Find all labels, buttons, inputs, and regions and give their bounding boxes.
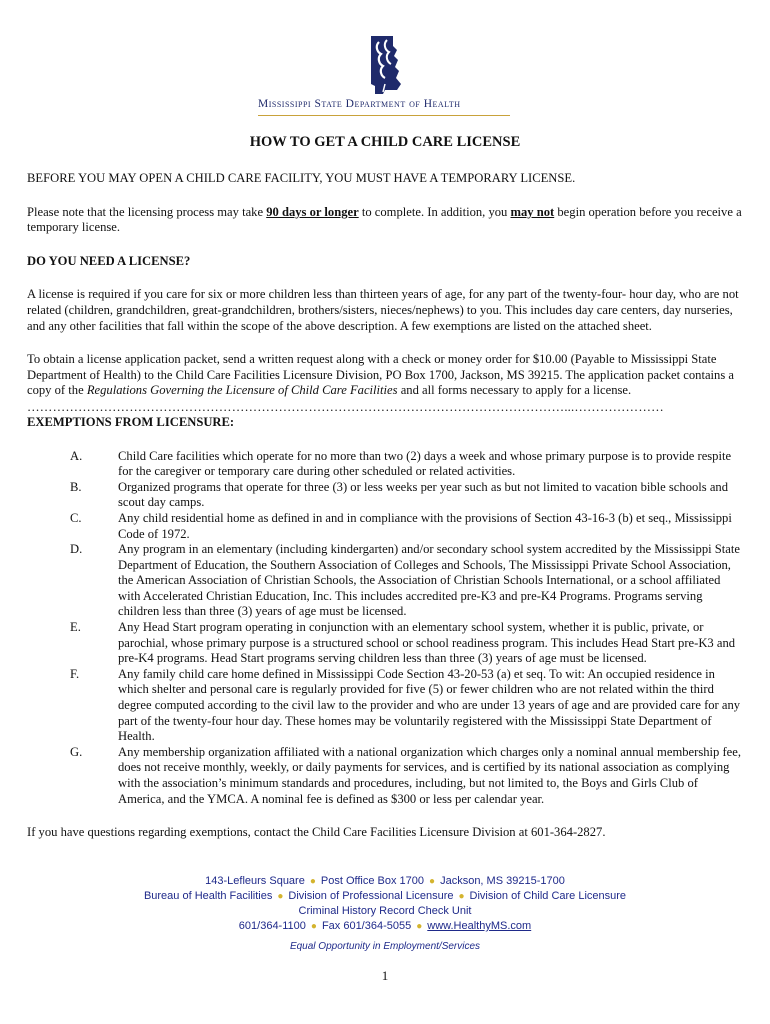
exemption-letter: G. xyxy=(70,744,83,759)
header-divider xyxy=(258,115,510,116)
note-emphasis-may-not: may not xyxy=(510,204,555,219)
footer-fax: Fax 601/364-5055 xyxy=(321,920,412,932)
bullet-dot-icon: ● xyxy=(309,876,316,887)
footer-city: Jackson, MS 39215-1700 xyxy=(440,875,565,887)
obtain-paragraph xyxy=(27,352,743,399)
exemption-item xyxy=(27,542,743,620)
bullet-dot-icon: ● xyxy=(416,921,423,932)
note-text-3: begin operation before you receive a temporary license. xyxy=(27,204,742,235)
exemption-text: Child Care facilities which operate for no more than two (2) days a week and whose primary purpose is to provide respite for the caregiver or temporary care during other scheduled or related activities. xyxy=(118,448,732,479)
page-title: HOW TO GET A CHILD CARE LICENSE xyxy=(249,134,521,150)
footer-division-professional: Division of Professional Licensure xyxy=(288,890,454,902)
need-license-heading: DO YOU NEED A LICENSE? xyxy=(27,253,191,268)
footer-address-line xyxy=(0,874,770,889)
exemption-item xyxy=(27,667,743,745)
exemption-text: Any child residential home as defined in and in compliance with the provisions of Section 43-16-3 (b) et seq., Mississippi Code of 1972. xyxy=(118,510,732,541)
note-emphasis-days: 90 days or longer xyxy=(266,204,359,219)
footer xyxy=(0,874,770,954)
obtain-text-1: To obtain a license application packet, send a written request along with a check or money order for $10.00 (Payable to Mississippi State Department of Health) to the Child Care Facilities Licensure Division, PO Box 1700, Jackson, MS 39215. The application packet contains a copy of the xyxy=(27,352,734,398)
exemption-text: Any program in an elementary (including kindergarten) and/or secondary school system accredited by the Mississippi State Department of Education, the Southern Association of Colleges and Schools, The Mississippi Private School Association, the American Association of Christian Schools, the Association of Christian Schools International, or a school affiliated with Accelerated Christian Education, Inc. This includes accredited pre-K3 and pre-K4 Programs. Programs serving children less than three (3) years of age must be licensed. xyxy=(118,542,740,619)
exemption-item xyxy=(27,620,743,667)
questions-text: If you have questions regarding exemptions, contact the Child Care Facilities Licensure Division at 601-364-2827. xyxy=(27,825,606,840)
department-name: Mississippi State Department of Health xyxy=(258,98,461,110)
footer-division-child-care: Division of Child Care Licensure xyxy=(469,890,627,902)
footer-street: 143-Lefleurs Square xyxy=(205,875,305,887)
page-number: 1 xyxy=(381,968,389,983)
exemption-item xyxy=(27,449,743,480)
note-text-2: to complete. In addition, you xyxy=(358,204,511,219)
exemption-item xyxy=(27,480,743,511)
footer-contact-line xyxy=(0,919,770,934)
exemption-letter: E. xyxy=(70,620,81,635)
exemption-letter: B. xyxy=(70,479,82,494)
exemption-text: Organized programs that operate for three (3) or less weeks per year such as but not limited to vacation bible schools and scout day camps. xyxy=(118,479,729,510)
footer-phone: 601/364-1100 xyxy=(238,920,306,932)
exemption-text: Any Head Start program operating in conjunction with an elementary school system, whether it is public, private, or parochial, whose primary purpose is a structured school or school readiness program. This includes Head Start pre-K3 and pre-K4 programs. Head Start programs serving children less than three (3) years of age must be licensed. xyxy=(118,620,736,666)
exemption-letter: C. xyxy=(70,510,82,525)
exemption-text: Any family child care home defined in Mississippi Code Section 43-20-53 (a) et seq. To wit: An occupied residence in which shelter and personal care is regularly provided for five (5) or fewer children who are not related within the third degree computed according to the civil law to the provider and who are under 13 years of age and are provided care for any part of the twenty-four hour day. These homes may be voluntarily registered with the Mississippi State Department of Health. xyxy=(118,666,741,744)
bullet-dot-icon: ● xyxy=(310,921,317,932)
need-license-text: A license is required if you care for six or more children less than thirteen years of age, for any part of the twenty-four- hour day, who are not related (children, grandchildren, great-grandchildren, brothers/sisters, nieces/nephews) to you. This includes day care centers, day nurseries, and any other facilities that fall within the scope of the above description. A few exemptions are listed on the attached sheet. xyxy=(27,287,739,333)
note-text-1: Please note that the licensing process may take xyxy=(27,204,267,219)
footer-bureau: Bureau of Health Facilities xyxy=(143,890,273,902)
exemptions-heading: EXEMPTIONS FROM LICENSURE: xyxy=(27,414,235,429)
exemption-item xyxy=(27,745,743,807)
equal-opportunity-note: Equal Opportunity in Employment/Services xyxy=(289,941,481,952)
exemption-letter: A. xyxy=(70,448,83,463)
bullet-dot-icon: ● xyxy=(458,891,465,902)
exemption-item xyxy=(27,511,743,542)
bullet-dot-icon: ● xyxy=(429,876,436,887)
footer-po-box: Post Office Box 1700 xyxy=(320,875,425,887)
state-silhouette-profiles-icon xyxy=(363,34,407,96)
logo xyxy=(0,34,770,96)
obtain-text-2: and all forms necessary to apply for a license. xyxy=(397,383,632,398)
dotted-separator: ………………………………………………………………………………………………………………...………………… xyxy=(27,399,664,414)
exemption-letter: D. xyxy=(70,542,83,557)
note-paragraph xyxy=(27,205,743,236)
regulations-title: Regulations Governing the Licensure of Child Care Facilities xyxy=(86,383,398,398)
website-link[interactable]: www.HealthyMS.com xyxy=(427,920,532,932)
document-body xyxy=(27,171,743,841)
bullet-dot-icon: ● xyxy=(277,891,284,902)
exemption-letter: F. xyxy=(70,666,80,681)
intro-text: BEFORE YOU MAY OPEN A CHILD CARE FACILITY, YOU MUST HAVE A TEMPORARY LICENSE. xyxy=(27,171,576,185)
footer-bureau-line xyxy=(0,889,770,904)
footer-unit-line: Criminal History Record Check Unit xyxy=(298,905,472,917)
exemption-text: Any membership organization affiliated with a national organization which charges only a nominal annual membership fee, does not receive monthly, weekly, or daily payments for services, and is certified by its national association as complying with the association’s minimum standards and procedures, including, but not limited to, the Boys and Girls Club of America, and the YMCA. A nominal fee is defined as $300 or less per calendar year. xyxy=(118,744,741,806)
